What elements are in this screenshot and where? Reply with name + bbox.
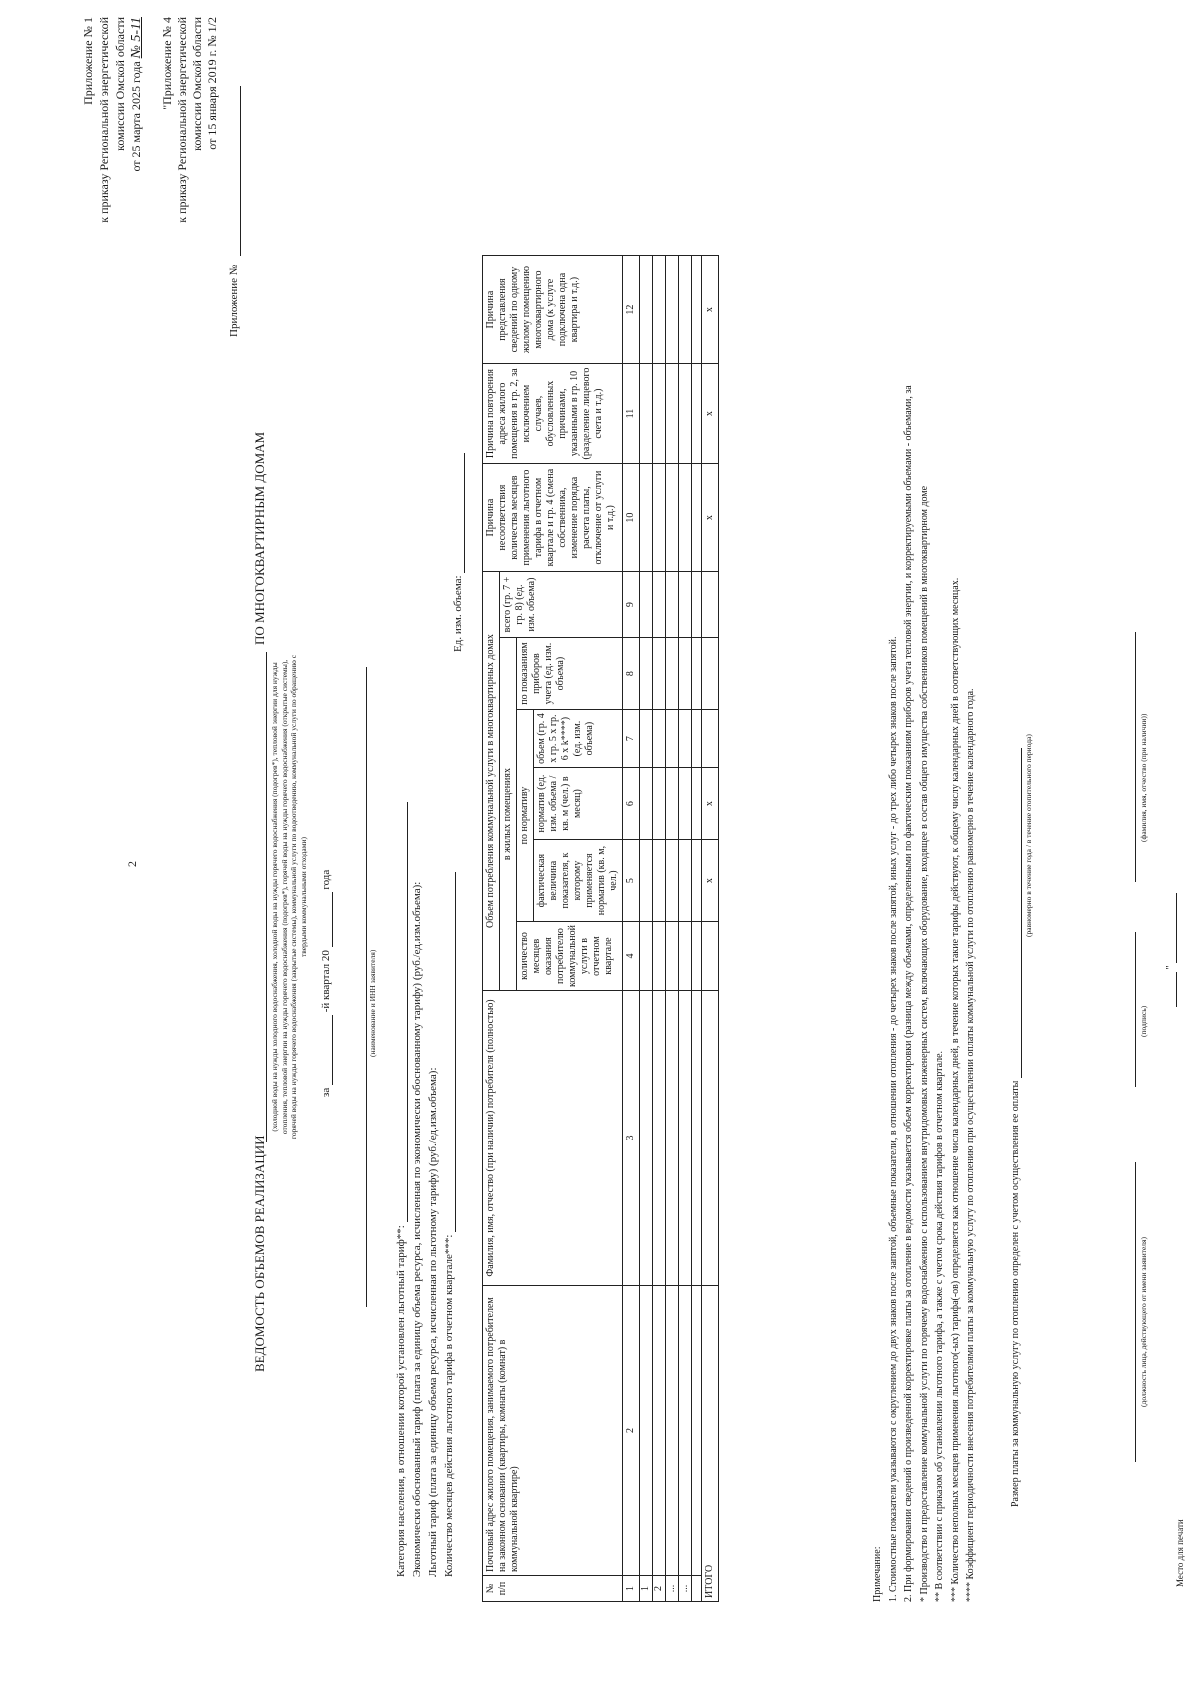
col-number-cell: 12	[623, 256, 640, 364]
th-reason-repeat: Причина повторения адреса жилого помещения в гр. 2, за исключением случаев, обусловленных причинами, указанными в гр. 10 (разделение лицевого счета и т.д.)	[483, 364, 623, 464]
orig-annex-line1: "Приложение № 4	[160, 17, 174, 110]
annex-number-field	[228, 86, 241, 337]
field-econ-tariff-label: Экономически обоснованный тариф (плата за единицу объема ресурса, исчисленная по экономически обоснованному тарифу) (руб./ед.изм.объема):	[411, 881, 423, 1577]
col-number-cell: 8	[623, 638, 640, 710]
row-number: 2	[653, 1576, 666, 1602]
document-title-right: ПО МНОГОКВАРТИРНЫМ ДОМАМ	[252, 431, 267, 645]
payment-caption: (равномерно в течение года / в течение отопительного периода)	[1024, 734, 1033, 937]
table-row	[679, 256, 692, 1602]
payment-text: Размер платы за коммунальную услугу по отоплению определен с учетом осуществления ее оплаты	[1010, 1080, 1021, 1507]
position-blank	[1135, 1162, 1136, 1462]
stamp-place: Место для печати	[1175, 1519, 1185, 1587]
field-category-blank	[395, 802, 408, 1222]
col-number-cell: 11	[623, 364, 640, 464]
field-econ-tariff	[411, 882, 423, 1577]
total-x-cell: x	[702, 464, 719, 572]
year-blank	[320, 892, 333, 947]
original-annex	[160, 17, 220, 267]
th-meter: по показаниям приборов учета (ед. изм. объема)	[517, 638, 623, 710]
fio-blank	[1135, 632, 1136, 882]
table-row	[640, 256, 653, 1602]
th-number: № п/п	[483, 1576, 623, 1602]
cover-annex-line2: к приказу Региональной энергетической	[97, 17, 111, 223]
applicant-blank-line	[366, 667, 367, 1307]
th-volume: Объем потребления коммунальной услуги в многоквартирных домах	[483, 572, 500, 991]
notes	[870, 122, 979, 1602]
notes-heading: Примечание:	[872, 1546, 883, 1602]
cover-annex-line3: комиссии Омской области	[113, 17, 127, 151]
signature-blank	[1135, 932, 1136, 1087]
col-number-cell: 3	[623, 991, 640, 1286]
units-blank	[452, 453, 465, 573]
field-months-blank	[443, 872, 456, 1232]
document-title-left: ВЕДОМОСТЬ ОБЪЕМОВ РЕАЛИЗАЦИИ	[252, 1135, 267, 1372]
date-line	[1165, 893, 1177, 1007]
cover-annex-date: от 25 марта 2025 года	[129, 61, 143, 172]
orig-annex-line3: комиссии Омской области	[190, 17, 204, 151]
th-by-norm: по нормативу	[517, 710, 534, 922]
footnote-1: * Производство и предоставление коммунальной услуги по горячему водоснабжению с использованием внутридомовых инженерных систем, включающих оборудование, входящее в состав общего имущества собственников помещений в многоквартирном доме	[918, 485, 930, 1602]
th-norm: норматив (ед. изм. объема / кв. м (чел.) в месяц)	[534, 768, 623, 840]
row-number: ...	[666, 1576, 679, 1602]
col-number-cell: 6	[623, 768, 640, 840]
col-number-cell: 7	[623, 710, 640, 768]
th-reason-mismatch: Причина несоответствия количества месяцев применения льготного тарифа в отчетном квартале и гр. 4 (смена собственника, изменение порядка расчета платы, отключение от услуги и т.д.)	[483, 464, 623, 572]
annex-number-label: Приложение №	[228, 264, 240, 337]
th-fio: Фамилия, имя, отчество (при наличии) потребителя (полностью)	[483, 991, 623, 1286]
footnote-2: ** В соответствии с приказом об установлении льготного тарифа, а также с учетом срока действия тарифов в отчетном квартале.	[934, 1050, 945, 1602]
total-x-cell: x	[702, 840, 719, 922]
th-residential: в жилых помещениях	[500, 638, 517, 991]
th-address: Почтовый адрес жилого помещения, занимаемого потребителем на законном основании (квартиры, комнаты (комнат) в коммунальной квартире)	[483, 1286, 623, 1576]
date-month-blank	[1165, 893, 1177, 963]
units-field	[452, 453, 465, 652]
period-za: за	[320, 1087, 332, 1097]
total-label: ИТОГО	[702, 1286, 719, 1602]
col-number-cell: 2	[623, 1286, 640, 1576]
th-reason-one: Причина представления сведений по одному жилому помещению многоквартирного дома (к услуге подключена одна квартира и т.д.)	[483, 256, 623, 364]
period-quarter: -й квартал 20	[320, 950, 332, 1013]
col-number-cell: 9	[623, 572, 640, 638]
row-number: 1	[640, 1576, 653, 1602]
row-number: ...	[679, 1576, 692, 1602]
orig-annex-line4: от 15 января 2019 г. № 1/2	[205, 17, 219, 150]
realization-table	[482, 255, 719, 1602]
total-x-cell: x	[702, 256, 719, 364]
col-number-cell: 1	[623, 1576, 640, 1602]
total-x-cell: x	[702, 364, 719, 464]
field-category	[395, 802, 408, 1577]
position-caption: (должность лица, действующего от имени заявителя)	[1139, 1237, 1148, 1407]
total-row	[702, 256, 719, 1602]
fio-caption: (фамилия, имя, отчество (при наличии))	[1139, 713, 1148, 842]
signature-caption: (подпись)	[1139, 1005, 1148, 1037]
page-number: 2	[125, 861, 139, 867]
period-line	[320, 870, 333, 1097]
footnote-4: **** Коэффициент периодичности внесения потребителями платы за коммунальную услугу по отоплению при осуществлении оплаты коммунальной услуги по отоплению равномерно в течение календарного года.	[965, 688, 976, 1602]
field-category-label: Категория населения, в отношении которой установлен льготный тариф**:	[395, 1225, 407, 1577]
field-months-label: Количество месяцев действия льготного тарифа в отчетном квартале***:	[443, 1234, 455, 1577]
cover-annex-line1: Приложение № 1	[81, 17, 95, 105]
resource-blank-line	[266, 652, 267, 1142]
total-x-cell: x	[702, 768, 719, 840]
table-row	[653, 256, 666, 1602]
th-vol-calc: объем (гр. 4 x гр. 5 x гр. 6 x k****) (ед. изм. объема)	[534, 710, 623, 768]
field-lgot-tariff-label: Льготный тариф (плата за единицу объема ресурса, исчисленная по льготному тарифу) (руб./ед.изм.объема):	[427, 1067, 439, 1577]
resource-note: (холодной воды на нужды холодного водоснабжения, холодной воды на нужды горячего водоснабжения (подогрев*), тепловой энергии для нужды отопления, тепловой энергии на нужды горячего водоснабжения (подогрев*), горячей воды на нужды горячего водоснабжения (открытые системы), горячей воды на нужды горячего водоснабжения (закрытые системы), коммунальной услуги по водоотведению, коммунальной услуги по обращению с твердыми коммунальными отходами)	[270, 654, 308, 1140]
date-day-blank	[1165, 972, 1177, 1007]
applicant-caption: (наименование и ИНН заявителя)	[368, 949, 377, 1057]
payment-blank	[1010, 748, 1022, 1078]
cover-annex-signed-number: № 5-11	[129, 17, 144, 59]
note-1: 1. Стоимостные показатели указываются с округлением до двух знаков после запятой, объемные показатели, в отношении отопления - до четырех знаков после запятой, иных услуг - до трех либо четырех знаков после запятой.	[887, 636, 899, 1602]
table-row	[692, 256, 702, 1602]
date-quote: "	[1165, 965, 1176, 970]
th-months-count: количество месяцев оказания потребителю коммунальной услуги в отчетном квартале	[517, 922, 623, 991]
table-row	[666, 256, 679, 1602]
period-year: года	[320, 869, 332, 890]
orig-annex-line2: к приказу Региональной энергетической	[175, 17, 189, 223]
column-numbers-row	[623, 256, 640, 1602]
col-number-cell: 10	[623, 464, 640, 572]
note-2: 2. При формировании сведений о произведенной корректировке платы за отопление в ведомости указывается объем корректировки (разница между объемами, определенными по фактическим показаниям приборов учета тепловой энергии, и корректируемыми объемами - объемами, за	[903, 385, 914, 1602]
footnote-3: *** Количество неполных месяцев применения льготного(-ых) тарифа(-ов) определяется как отношение числа календарных дней, в течение которых такие тарифы действуют, к общему числу календарных дней в соответствующих месяцах.	[949, 577, 961, 1602]
field-months	[443, 872, 456, 1577]
col-number-cell: 4	[623, 922, 640, 991]
th-actual: фактическая величина показателя, к которому применяется норматив (кв. м, чел.)	[534, 840, 623, 922]
units-label: Ед. изм. объема:	[452, 575, 464, 652]
quarter-blank	[320, 1015, 333, 1085]
col-number-cell: 5	[623, 840, 640, 922]
th-total: всего (гр. 7 + гр. 8) (ед. изм. объема)	[500, 572, 623, 638]
field-lgot-tariff	[427, 1067, 439, 1577]
payment-line	[1010, 748, 1022, 1507]
annex-number-blank	[228, 86, 241, 256]
cover-annex	[80, 17, 145, 317]
